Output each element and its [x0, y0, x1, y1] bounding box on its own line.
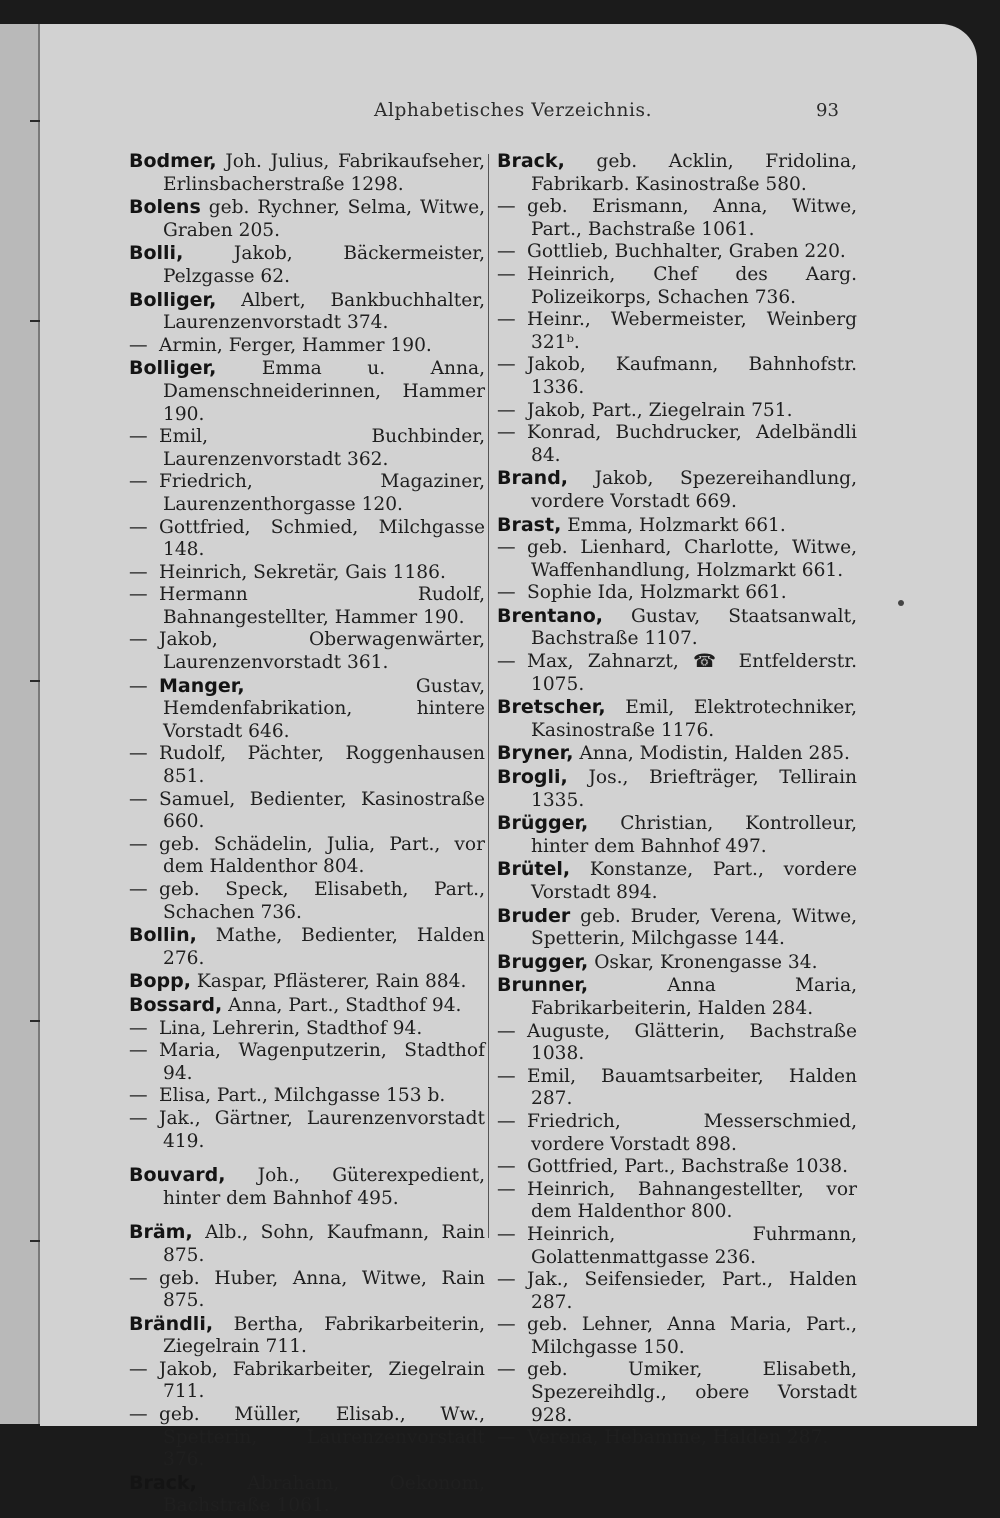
- entry-details: Verena, Hebamme, Halden 287.: [527, 1427, 829, 1449]
- entry-details: Samuel, Bedienter, Kasinostraße 660.: [159, 788, 485, 833]
- entry-details: Oskar, Kronengasse 34.: [594, 951, 818, 973]
- repeat-dash: —: [497, 309, 516, 331]
- entry-details: Heinr., Webermeister, Weinberg 321ᵇ.: [527, 309, 857, 353]
- entry-details: Emma, Holzmarkt 661.: [567, 514, 786, 536]
- entry-details: Jakob, Bäckermeister, Pelzgasse 62.: [163, 243, 485, 287]
- entry-details: Jakob, Oberwagenwärter, Laurenzenvorstadt 361.: [159, 629, 485, 674]
- entry-details: Mathe, Bedienter, Halden 276.: [163, 925, 485, 969]
- directory-entry: [497, 264, 857, 309]
- repeat-dash: —: [129, 1358, 148, 1380]
- directory-entry: [497, 1066, 857, 1111]
- directory-entry: [129, 357, 485, 426]
- entry-details: Sophie Ida, Holzmarkt 661.: [527, 582, 787, 604]
- right-column: [497, 150, 857, 1450]
- directory-entry: [129, 150, 485, 196]
- entry-surname: Bolens: [129, 196, 201, 219]
- entry-details: Jos., Briefträger, Tellirain 1335.: [531, 767, 857, 811]
- left-column: [129, 150, 485, 1518]
- entry-details: Heinrich, Sekretär, Gais 1186.: [159, 561, 446, 583]
- directory-entry: [497, 696, 857, 742]
- directory-entry: [129, 517, 485, 562]
- entry-details: Joh. Julius, Fabrikaufseher, Erlinsbacherstraße 1298.: [163, 151, 485, 195]
- entry-details: Jak., Seifensieder, Part., Halden 287.: [527, 1269, 857, 1313]
- entry-details: Emil, Buchbinder, Laurenzenvorstadt 362.: [159, 426, 485, 470]
- entry-details: Friedrich, Magaziner, Laurenzenthorgasse 120.: [159, 471, 485, 515]
- directory-entry: [129, 1313, 485, 1359]
- directory-entry: [129, 629, 485, 674]
- entry-surname: Brack,: [129, 1471, 197, 1494]
- repeat-dash: —: [497, 1223, 516, 1245]
- directory-entry: [497, 582, 857, 605]
- entry-details: Anna Maria, Fabrikarbeiterin, Halden 284.: [531, 975, 857, 1019]
- directory-entry: [497, 241, 857, 264]
- directory-entry: [129, 1472, 485, 1518]
- entry-details: geb. Huber, Anna, Witwe, Rain 875.: [159, 1267, 485, 1312]
- repeat-dash: —: [497, 651, 516, 673]
- entry-details: Alb., Sohn, Kaufmann, Rain 875.: [163, 1222, 485, 1266]
- entry-details: Hermann Rudolf, Bahnangestellter, Hammer 190.: [159, 584, 485, 628]
- entry-details: Gottlieb, Buchhalter, Graben 220.: [527, 241, 846, 263]
- repeat-dash: —: [497, 399, 516, 421]
- directory-entry: [129, 1404, 485, 1472]
- directory-entry: [129, 242, 485, 288]
- repeat-dash: —: [497, 1178, 516, 1200]
- entry-details: Abraham, Oekonom, Bachstraße 1061.: [163, 1472, 485, 1517]
- entry-details: Albert, Bankbuchhalter, Laurenzenvorstadt 374.: [163, 289, 485, 334]
- directory-entry: [129, 1268, 485, 1313]
- repeat-dash: —: [129, 1107, 148, 1129]
- entry-details: Maria, Wagenputzerin, Stadthof 94.: [159, 1040, 485, 1084]
- directory-entry: [497, 1021, 857, 1066]
- directory-entry: [497, 951, 857, 975]
- entry-surname: Bopp,: [129, 970, 191, 993]
- repeat-dash: —: [497, 1156, 516, 1178]
- entry-details: geb. Schädelin, Julia, Part., vor dem Haldenthor 804.: [159, 833, 485, 878]
- directory-entry: [497, 537, 857, 582]
- directory-entry: [497, 514, 857, 538]
- entry-details: Lina, Lehrerin, Stadthof 94.: [159, 1017, 423, 1039]
- ink-speck: [898, 600, 904, 606]
- repeat-dash: —: [129, 1085, 148, 1107]
- repeat-dash: —: [497, 582, 516, 604]
- directory-entry: [497, 1224, 857, 1269]
- entry-details: Bertha, Fabrikarbeiterin, Ziegelrain 711.: [163, 1313, 485, 1358]
- repeat-dash: —: [497, 537, 516, 559]
- repeat-dash: —: [497, 263, 516, 285]
- entry-surname: Brunner,: [497, 974, 589, 997]
- directory-entry: [497, 422, 857, 467]
- entry-details: Gustav, Staatsanwalt, Bachstraße 1107.: [531, 605, 857, 650]
- entry-surname: Brütel,: [497, 858, 571, 881]
- entry-surname: Bossard,: [129, 993, 223, 1016]
- entry-surname: Bolliger,: [129, 288, 217, 311]
- entry-surname: Bräm,: [129, 1221, 193, 1244]
- directory-entry: [497, 651, 857, 696]
- repeat-dash: —: [129, 426, 148, 448]
- entry-surname: Bryner,: [497, 742, 574, 765]
- directory-entry: [129, 970, 485, 994]
- repeat-dash: —: [129, 743, 148, 765]
- entry-details: Konstanze, Part., vordere Vorstadt 894.: [531, 859, 857, 903]
- directory-entry: [497, 766, 857, 812]
- entry-details: Emma u. Anna, Damenschneiderinnen, Hammer 190.: [163, 358, 485, 425]
- repeat-dash: —: [129, 471, 148, 493]
- directory-entry: [129, 789, 485, 834]
- repeat-dash: —: [129, 675, 148, 697]
- entry-details: geb. Bruder, Verena, Witwe, Spetterin, Milchgasse 144.: [531, 905, 857, 950]
- directory-entry: [497, 858, 857, 904]
- repeat-dash: —: [497, 241, 516, 263]
- directory-entry: [497, 354, 857, 399]
- entry-details: Heinrich, Fuhrmann, Golattenmattgasse 236.: [527, 1223, 857, 1268]
- directory-entry: [497, 467, 857, 513]
- directory-entry: [129, 335, 485, 358]
- entry-details: Christian, Kontrolleur, hinter dem Bahnhof 497.: [531, 813, 857, 857]
- repeat-dash: —: [129, 879, 148, 900]
- repeat-dash: —: [497, 196, 516, 218]
- book-page: [40, 24, 977, 1517]
- directory-entry: [497, 812, 857, 858]
- directory-entry: [497, 1111, 857, 1156]
- repeat-dash: —: [129, 561, 148, 583]
- entry-details: Jak., Gärtner, Laurenzenvorstadt 419.: [159, 1107, 485, 1152]
- directory-entry: [497, 400, 857, 423]
- repeat-dash: —: [129, 629, 148, 651]
- directory-entry: [129, 1108, 485, 1153]
- directory-entry: [129, 289, 485, 335]
- repeat-dash: —: [129, 833, 148, 855]
- entry-surname: Brand,: [497, 467, 569, 490]
- entry-surname: Brast,: [497, 513, 562, 536]
- entry-details: Heinrich, Bahnangestellter, vor dem Haldenthor 800.: [527, 1178, 857, 1223]
- entry-surname: Bolli,: [129, 242, 184, 265]
- entry-surname: Bretscher,: [497, 696, 606, 719]
- directory-entry: [129, 1085, 485, 1108]
- running-title: Alphabetisches Verzeichnis.: [374, 100, 653, 121]
- repeat-dash: —: [129, 1404, 148, 1426]
- directory-entry: [129, 879, 485, 924]
- entry-details: Elisa, Part., Milchgasse 153 b.: [159, 1085, 446, 1107]
- entry-details: geb. Umiker, Elisabeth, Spezereihdlg., obere Vorstadt 928.: [527, 1359, 857, 1426]
- repeat-dash: —: [497, 1110, 516, 1132]
- directory-entry: [129, 743, 485, 788]
- directory-entry: [497, 196, 857, 241]
- entry-surname: Brugger,: [497, 950, 589, 973]
- directory-entry: [129, 1040, 485, 1085]
- directory-entry: [129, 196, 485, 242]
- entry-surname: Brogli,: [497, 766, 568, 789]
- repeat-dash: —: [497, 1065, 516, 1087]
- repeat-dash: —: [497, 1427, 516, 1449]
- entry-details: geb. Lehner, Anna Maria, Part., Milchgasse 150.: [527, 1314, 857, 1358]
- entry-details: geb. Acklin, Fridolina, Fabrikarb. Kasinostraße 580.: [531, 151, 857, 195]
- entry-details: geb. Müller, Elisab., Ww., Spetterin, Laurenzenvorstadt 376.: [159, 1404, 485, 1471]
- entry-details: Jakob, Fabrikarbeiter, Ziegelrain 711.: [159, 1358, 485, 1403]
- repeat-dash: —: [129, 516, 148, 538]
- entry-details: Auguste, Glätterin, Bachstraße 1038.: [527, 1020, 857, 1065]
- entry-details: Armin, Ferger, Hammer 190.: [159, 334, 432, 356]
- entry-details: Jakob, Spezereihandlung, vordere Vorstadt 669.: [531, 468, 857, 512]
- entry-details: Anna, Part., Stadthof 94.: [228, 994, 462, 1016]
- directory-entry: [497, 1314, 857, 1359]
- repeat-dash: —: [497, 1314, 516, 1336]
- repeat-dash: —: [497, 1269, 516, 1291]
- entry-details: Anna, Modistin, Halden 285.: [579, 743, 850, 765]
- repeat-dash: —: [497, 1359, 516, 1381]
- directory-entry: [497, 309, 857, 354]
- entry-details: Jakob, Kaufmann, Bahnhofstr. 1336.: [527, 354, 857, 398]
- repeat-dash: —: [129, 584, 148, 606]
- entry-details: Heinrich, Chef des Aarg. Polizeikorps, Schachen 736.: [527, 263, 857, 308]
- entry-details: Gustav, Hemdenfabrikation, hintere Vorstadt 646.: [163, 675, 485, 742]
- entry-details: Gottfried, Part., Bachstraße 1038.: [527, 1156, 848, 1178]
- entry-details: Gottfried, Schmied, Milchgasse 148.: [159, 516, 485, 561]
- entry-details: Joh., Güterexpedient, hinter dem Bahnhof 495.: [163, 1165, 485, 1209]
- directory-entry: [497, 1269, 857, 1314]
- column-divider: [488, 154, 489, 1238]
- directory-entry: [129, 924, 485, 970]
- entry-surname: Bolliger,: [129, 357, 217, 380]
- repeat-dash: —: [129, 1267, 148, 1289]
- directory-entry: [129, 834, 485, 879]
- directory-entry: [497, 150, 857, 196]
- directory-entry: [129, 1221, 485, 1267]
- repeat-dash: —: [129, 1017, 148, 1039]
- entry-surname: Bollin,: [129, 924, 197, 947]
- directory-entry: [497, 974, 857, 1020]
- page-header: [40, 100, 977, 130]
- directory-entry: [497, 1156, 857, 1179]
- directory-entry: [129, 1164, 485, 1210]
- directory-entry: [129, 584, 485, 629]
- repeat-dash: —: [129, 334, 148, 356]
- directory-entry: [129, 562, 485, 585]
- directory-entry: [497, 742, 857, 766]
- entry-surname: Brentano,: [497, 604, 603, 627]
- directory-entry: [497, 905, 857, 951]
- entry-surname: Bodmer,: [129, 150, 217, 172]
- entry-details: geb. Erismann, Anna, Witwe, Part., Bachstraße 1061.: [527, 196, 857, 240]
- entry-surname: Bruder: [497, 904, 571, 927]
- directory-entry: [497, 1179, 857, 1224]
- entry-details: Friedrich, Messerschmied, vordere Vorstadt 898.: [527, 1110, 857, 1155]
- directory-entry: [497, 605, 857, 651]
- entry-details: Emil, Bauamtsarbeiter, Halden 287.: [527, 1065, 857, 1110]
- directory-entry: [129, 675, 485, 744]
- entry-surname: Bouvard,: [129, 1164, 226, 1187]
- entry-details: Max, Zahnarzt, ☎ Entfelderstr. 1075.: [527, 651, 857, 695]
- repeat-dash: —: [129, 1040, 148, 1062]
- entry-details: Konrad, Buchdrucker, Adelbändli 84.: [527, 422, 857, 466]
- repeat-dash: —: [497, 422, 516, 444]
- entry-details: Jakob, Part., Ziegelrain 751.: [527, 399, 793, 421]
- entry-surname: Manger,: [159, 674, 245, 697]
- repeat-dash: —: [129, 788, 148, 810]
- directory-entry: [129, 1359, 485, 1404]
- entry-surname: Brändli,: [129, 1312, 214, 1335]
- entry-details: geb. Rychner, Selma, Witwe, Graben 205.: [163, 197, 485, 241]
- entry-details: geb. Speck, Elisabeth, Part., Schachen 736.: [159, 879, 485, 923]
- entry-details: Kaspar, Pflästerer, Rain 884.: [196, 971, 467, 993]
- entry-details: Emil, Elektrotechniker, Kasinostraße 1176.: [531, 697, 857, 741]
- entry-details: geb. Lienhard, Charlotte, Witwe, Waffenhandlung, Holzmarkt 661.: [527, 537, 857, 581]
- entry-surname: Brack,: [497, 150, 565, 172]
- directory-entry: [129, 994, 485, 1018]
- directory-entry: [129, 426, 485, 471]
- directory-entry: [129, 471, 485, 516]
- directory-entry: [129, 1018, 485, 1041]
- directory-entry: [497, 1359, 857, 1427]
- entry-details: Rudolf, Pächter, Roggenhausen 851.: [159, 743, 485, 788]
- previous-page-edge: [0, 24, 40, 1424]
- repeat-dash: —: [497, 1020, 516, 1042]
- repeat-dash: —: [497, 354, 516, 376]
- entry-surname: Brügger,: [497, 812, 589, 835]
- page-number: 93: [816, 100, 839, 121]
